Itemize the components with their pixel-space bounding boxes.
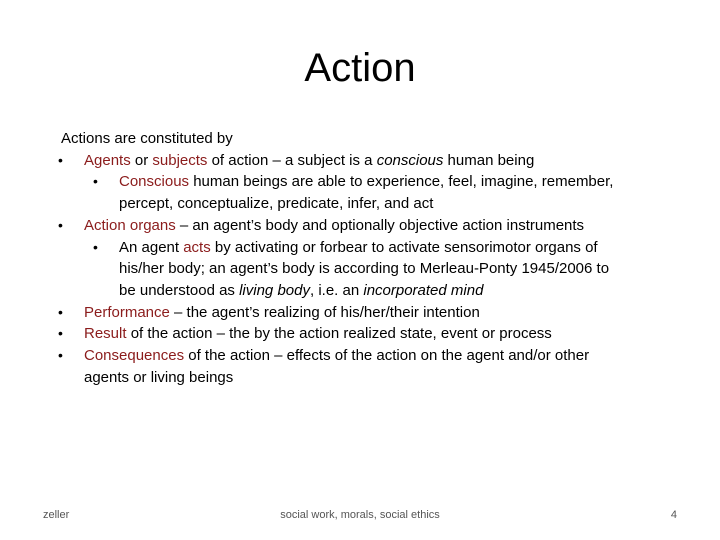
bullet-agents-italic: conscious — [376, 151, 444, 169]
bullet-result — [58, 323, 701, 345]
subbullet-acts — [61, 237, 701, 259]
slide-body — [58, 128, 701, 388]
intro-text: Actions are constituted by — [61, 130, 233, 147]
bullet-symbol: • — [93, 173, 98, 190]
bullet-agents-rest: human being — [443, 151, 535, 169]
bullet-action-organs-text: – an agent’s body and optionally objective action instruments — [175, 216, 585, 234]
term-agents: Agents — [84, 151, 131, 169]
bullet-agents — [58, 150, 701, 172]
bullet-consequences — [58, 345, 701, 367]
subbullet-conscious-line2: percept, conceptualize, predicate, infer, and act — [119, 195, 434, 213]
bullet-symbol: • — [58, 216, 63, 233]
bullet-symbol: • — [93, 238, 98, 255]
bullet-symbol: • — [58, 347, 63, 364]
bullet-performance-text: – the agent’s realizing of his/her/their intention — [169, 303, 480, 321]
term-action-organs: Action organs — [84, 216, 176, 234]
subbullet-acts-line3-pre: be understood as — [119, 281, 240, 299]
italic-living-body: living body — [239, 281, 310, 299]
bullet-result-text: of the action – the by the action realized state, event or process — [126, 325, 552, 343]
term-performance: Performance — [84, 303, 170, 321]
bullet-symbol: • — [58, 325, 63, 342]
bullet-consequences-line1: of the action – effects of the action on the agent and/or other — [184, 347, 590, 365]
page-number: 4 — [670, 509, 677, 521]
bullet-agents-text: of action – a subject is a — [207, 151, 377, 169]
subbullet-acts-line1: by activating or forbear to activate sensorimotor organs of — [210, 238, 598, 256]
subbullet-conscious-line1: human beings are able to experience, feel, imagine, remember, — [189, 173, 614, 191]
footer-course: social work, morals, social ethics — [280, 509, 440, 521]
term-subjects: subjects — [152, 151, 208, 169]
subbullet-acts-pre: An agent — [119, 238, 184, 256]
term-acts: acts — [183, 238, 211, 256]
bullet-action-organs — [58, 215, 701, 237]
bullet-agents-conj: or — [130, 151, 153, 169]
footer-author: zeller — [43, 509, 70, 521]
subbullet-acts-line3 — [61, 280, 701, 302]
term-conscious: Conscious — [119, 173, 190, 191]
subbullet-acts-line2: his/her body; an agent’s body is according to Merleau-Ponty 1945/2006 to — [119, 260, 610, 278]
bullet-consequences-line2: agents or living beings — [84, 368, 234, 386]
bullet-symbol: • — [58, 303, 63, 320]
term-consequences: Consequences — [84, 347, 185, 365]
slide-title: Action — [304, 46, 416, 90]
italic-incorporated-mind: incorporated mind — [363, 281, 484, 299]
term-result: Result — [84, 325, 127, 343]
subbullet-conscious — [61, 171, 701, 193]
bullet-performance — [58, 302, 701, 324]
bullet-symbol: • — [58, 151, 63, 168]
subbullet-acts-line3-mid: , i.e. an — [309, 281, 364, 299]
